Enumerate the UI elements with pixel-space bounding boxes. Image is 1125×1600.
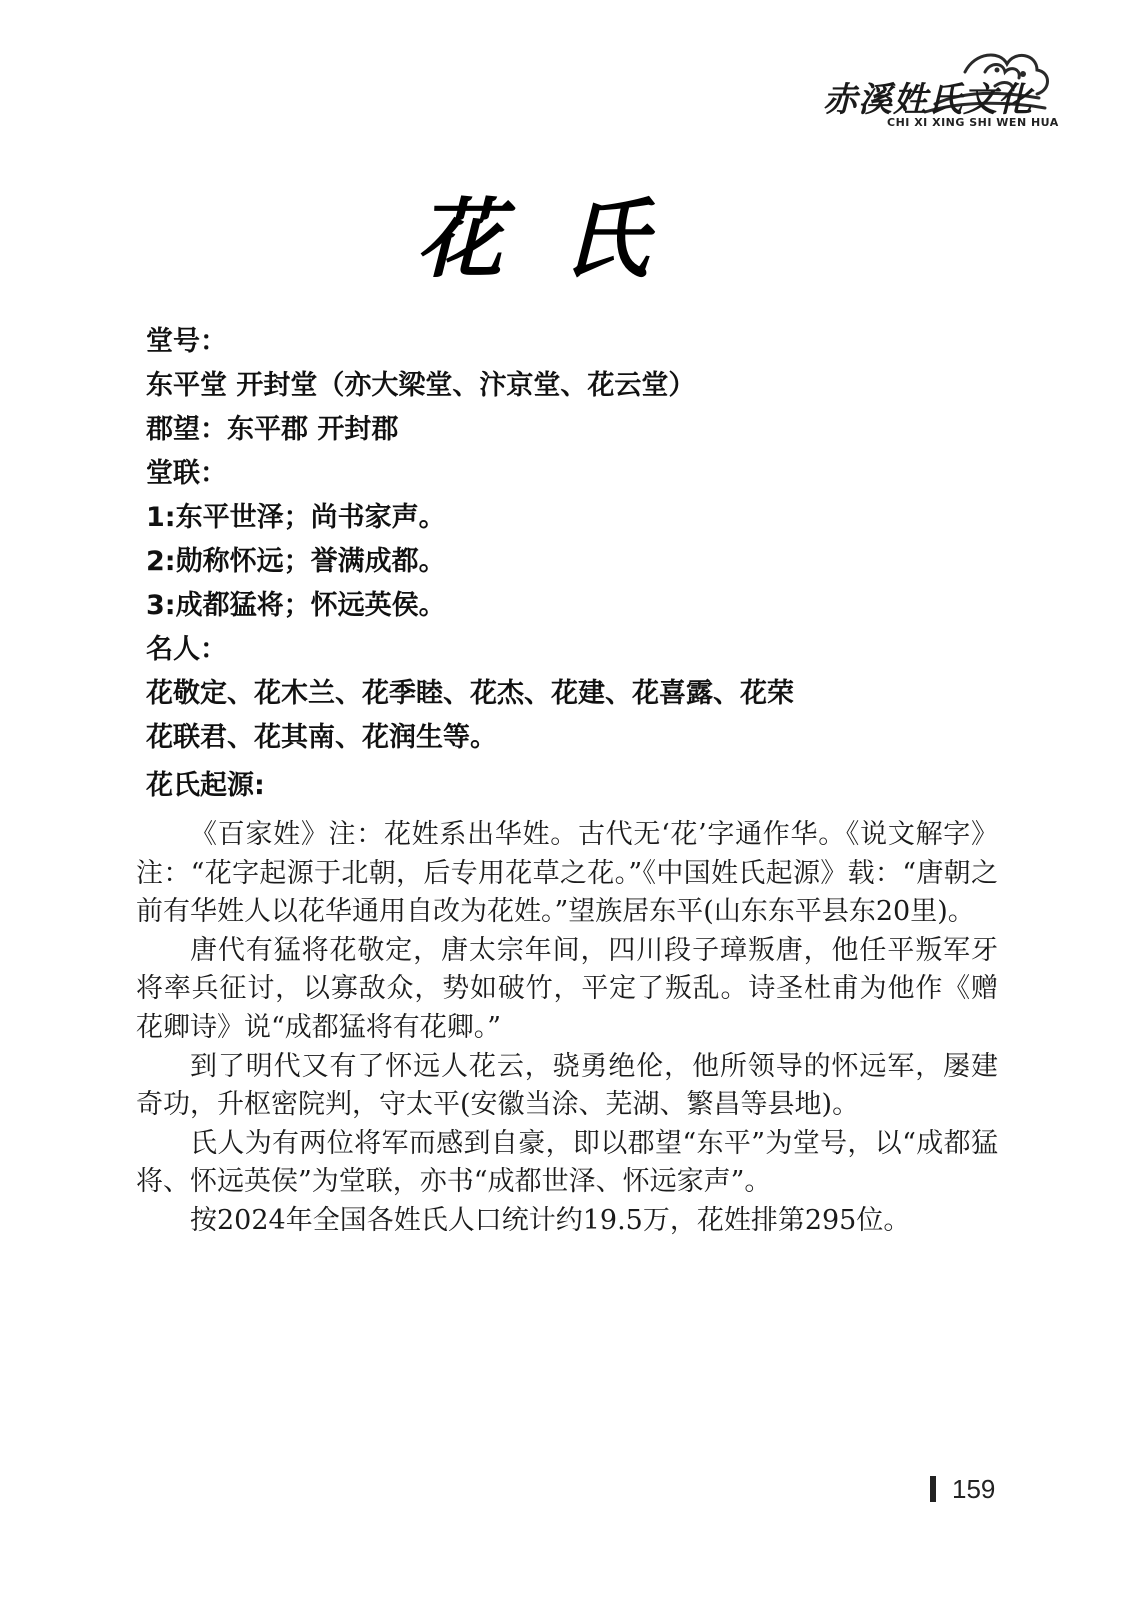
origin-body: [136, 816, 998, 1241]
page-number: 159: [952, 1473, 996, 1504]
brand-title: 赤溪姓氏文化: [823, 80, 1033, 120]
header-brand: [815, 42, 1059, 137]
couplet-line: 2:勋称怀远；誉满成都。: [146, 546, 446, 577]
body-paragraph: 唐代有猛将花敬定，唐太宗年间，四川段子璋叛唐，他任平叛军牙将率兵征讨，以寡敌众，势如破竹，平定了叛乱。诗圣杜甫为他作《赠花卿诗》说“成都猛将有花卿。”: [136, 934, 998, 1043]
mingren-line: 花联君、花其南、花润生等。: [146, 722, 497, 753]
junwang-line: 郡望：东平郡 开封郡: [146, 414, 399, 445]
body-paragraph: 《百家姓》注：花姓系出华姓。古代无‘花’字通作华。《说文解字》注：“花字起源于北朝，后专用花草之花。”《中国姓氏起源》载：“唐朝之前有华姓人以花华通用自改为花姓。”望族居东平(山东东平县东20里)。: [136, 819, 998, 928]
page-title: 花氏: [416, 189, 709, 290]
page-footer: [930, 1471, 995, 1507]
body-paragraph: 氏人为有两位将军而感到自豪，即以郡望“东平”为堂号，以“成都猛将、怀远英侯”为堂联，亦书“成都世泽、怀远家声”。: [136, 1127, 998, 1198]
mingren-line: 花敬定、花木兰、花季睦、花杰、花建、花喜露、花荣: [146, 678, 794, 709]
origin-label: 花氏起源:: [146, 770, 265, 801]
brand-subtitle: CHI XI XING SHI WEN HUA: [887, 116, 1059, 129]
info-section: [146, 320, 1026, 808]
tanglian-label: 堂联：: [146, 458, 227, 489]
page-bar-divider: [930, 1476, 936, 1502]
body-paragraph: 按2024年全国各姓氏人口统计约19.5万，花姓排第295位。: [190, 1204, 911, 1236]
tanghao-label: 堂号：: [146, 326, 227, 357]
mingren-label: 名人：: [146, 634, 227, 665]
tanghao-value: 东平堂 开封堂（亦大梁堂、汴京堂、花云堂）: [146, 370, 696, 401]
couplet-line: 3:成都猛将；怀远英侯。: [146, 590, 446, 621]
body-paragraph: 到了明代又有了怀远人花云，骁勇绝伦，他所领导的怀远军，屡建奇功，升枢密院判，守太平(安徽当涂、芜湖、繁昌等县地)。: [136, 1050, 998, 1121]
couplet-line: 1:东平世泽；尚书家声。: [146, 502, 446, 533]
